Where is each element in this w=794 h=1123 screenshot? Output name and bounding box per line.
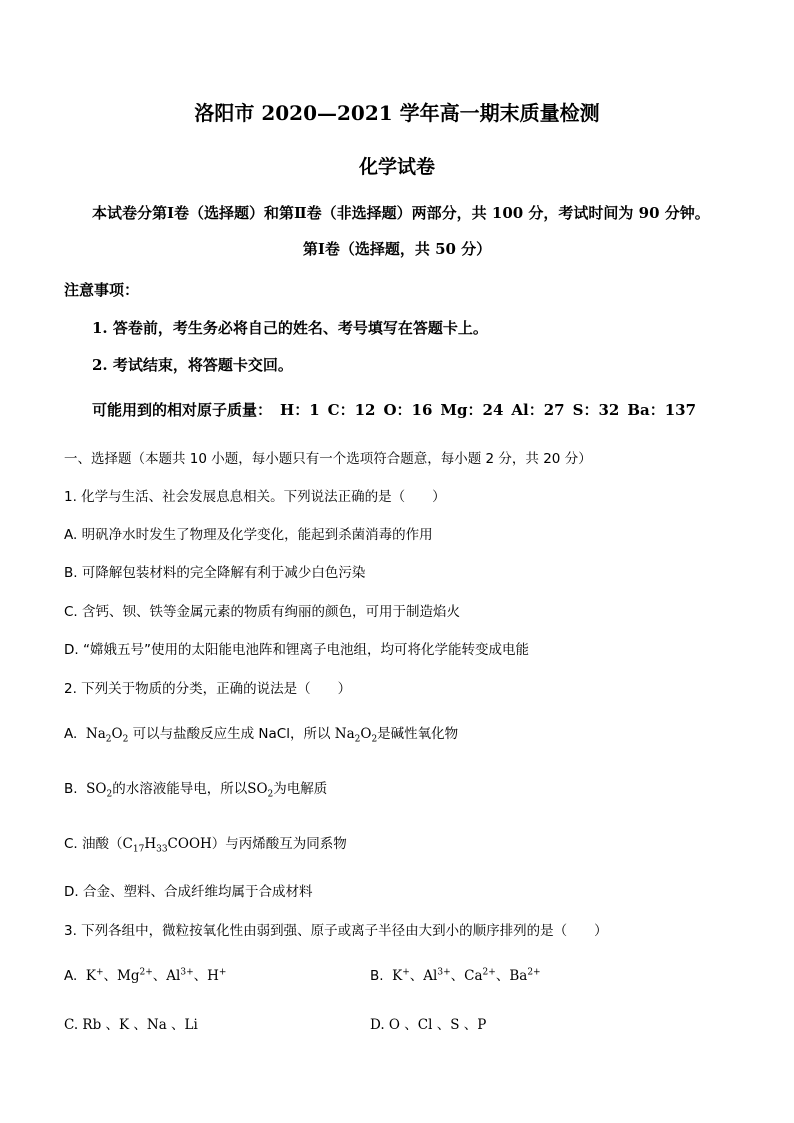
question-2-option-c: C. 油酸$(C_{17}H_{33}COOH)$与丙烯酸互为同系物: [64, 836, 347, 855]
part-title: 第Ⅰ卷（选择题，共 50 分）: [302, 240, 492, 258]
question-1-option-b: B. 可降解包装材料的完全降解有利于减少白色污染: [64, 565, 366, 581]
exam-title: 洛阳市 2020—2021 学年高一期末质量检测: [194, 101, 600, 125]
exam-intro: 本试卷分第Ⅰ卷（选择题）和第Ⅱ卷（非选择题）两部分，共 100 分，考试时间为 90 分钟。: [92, 204, 710, 222]
atomic-mass-item: S：32: [572, 401, 620, 419]
note-item: 1. 答卷前，考生务必将自己的姓名、考号填写在答题卡上。: [92, 319, 488, 337]
question-2-option-b: B. $SO_2$的水溶液能导电，所以$SO_2$为电解质: [64, 781, 328, 800]
question-1-stem: 1. 化学与生活、社会发展息息相关。下列说法正确的是（ ）: [64, 489, 446, 505]
question-3-option-a: A. K+、$Mg^{2+}$、$Al^{3+}$、H+: [64, 967, 227, 984]
atomic-mass-item: C：12: [327, 401, 376, 419]
question-2-stem: 2. 下列关于物质的分类，正确的说法是（ ）: [64, 681, 352, 697]
question-2-option-d: D. 合金、塑料、合成纤维均属于合成材料: [64, 884, 313, 900]
atomic-masses-label: 可能用到的相对原子质量：: [92, 401, 273, 419]
atomic-mass-item: Mg：24: [440, 401, 504, 419]
atomic-masses: [92, 399, 704, 420]
section-heading: 一、选择题（本题共 10 小题，每小题只有一个选项符合题意，每小题 2 分，共 20 分）: [64, 451, 592, 467]
question-3-option-d: D. O 、Cl 、S 、P: [370, 1017, 487, 1033]
exam-subtitle: 化学试卷: [358, 156, 435, 178]
question-1-option-a: A. 明矾净水时发生了物理及化学变化，能起到杀菌消毒的作用: [64, 527, 433, 543]
question-3-stem: 3. 下列各组中，微粒按氧化性由弱到强、原子或离子半径由大到小的顺序排列的是（ ）: [64, 923, 608, 939]
question-1-option-d: D. “嫦娥五号”使用的太阳能电池阵和锂离子电池组，均可将化学能转变成电能: [64, 642, 529, 658]
question-3-option-b: B. K+、$Al^{3+}$、$Ca^{2+}$、$Ba^{2+}$: [370, 967, 541, 984]
atomic-mass-item: O：16: [383, 401, 433, 419]
question-2-option-a: A. $Na_2O_2$ 可以与盐酸反应生成 NaCl，所以 $Na_2O_2$是碱性氧化物: [64, 726, 459, 745]
atomic-mass-item: Al：27: [511, 401, 565, 419]
atomic-mass-item: Ba：137: [627, 401, 697, 419]
question-1-option-c: C. 含钙、钡、铁等金属元素的物质有绚丽的颜色，可用于制造焰火: [64, 604, 461, 620]
atomic-mass-item: H：1: [280, 401, 320, 419]
notes-title: 注意事项：: [64, 281, 140, 299]
question-3-option-c: C. Rb 、K 、Na 、Li: [64, 1017, 198, 1033]
note-item: 2. 考试结束，将答题卡交回。: [92, 356, 293, 374]
